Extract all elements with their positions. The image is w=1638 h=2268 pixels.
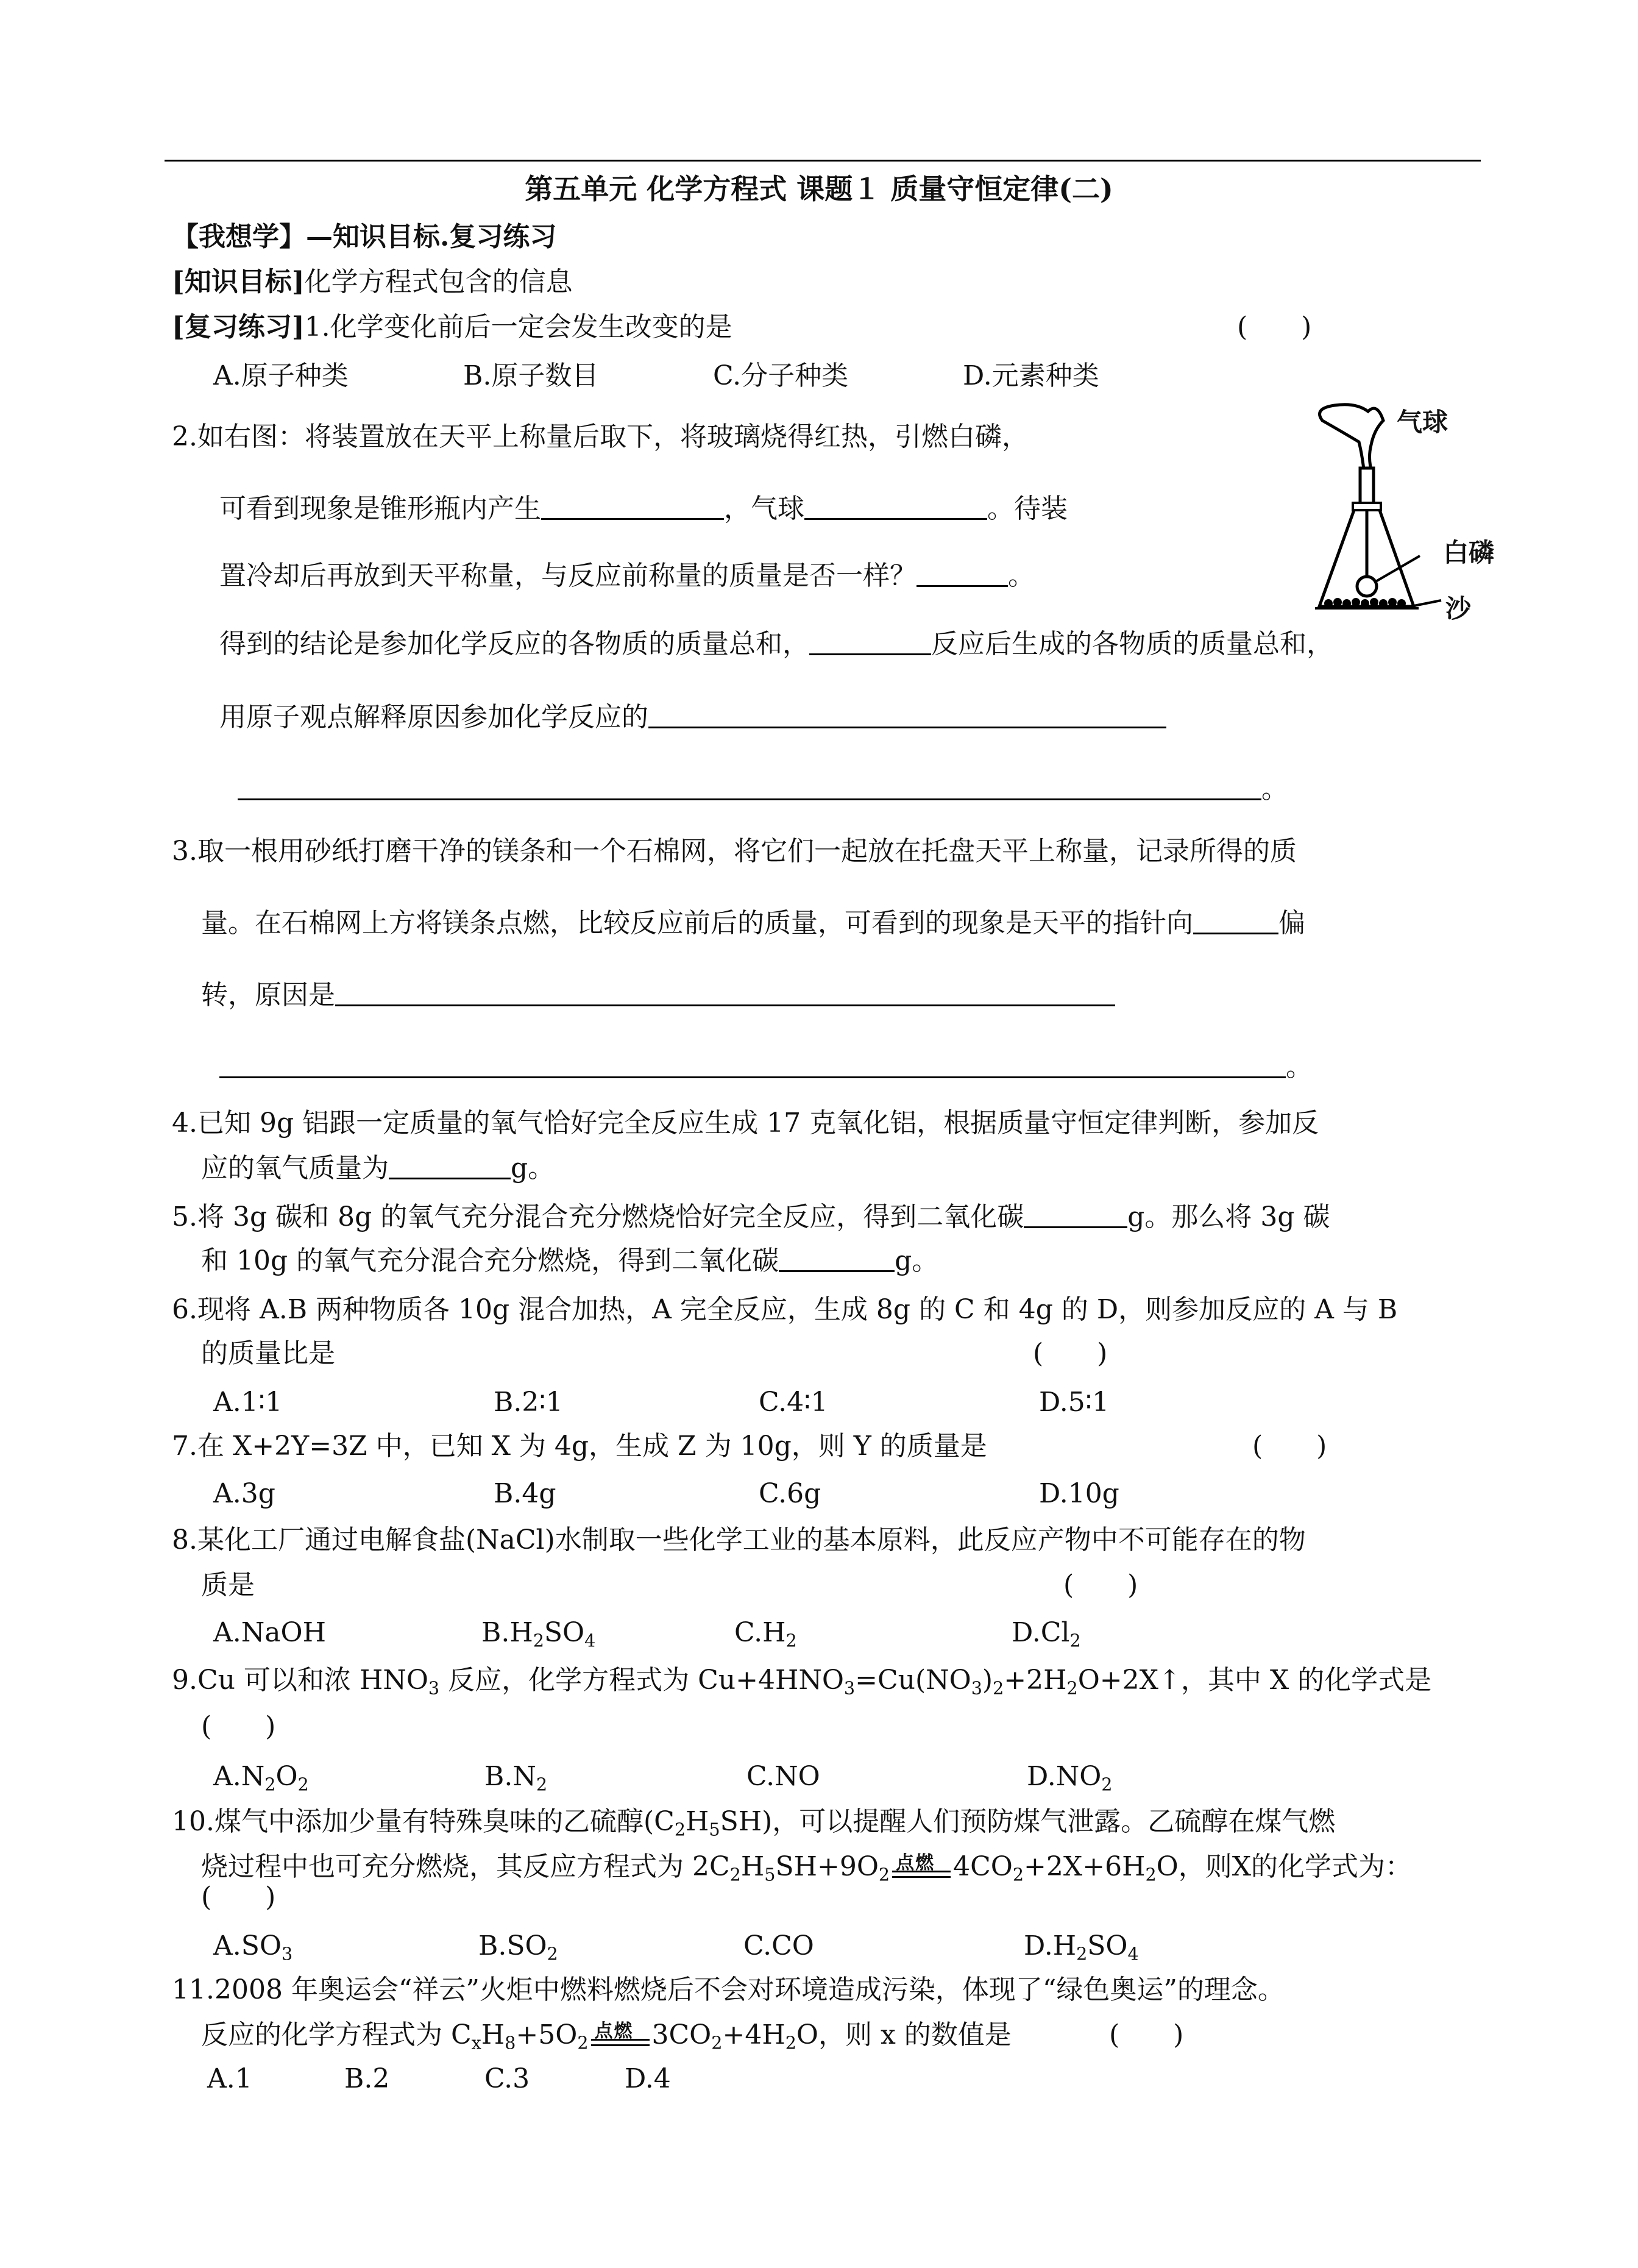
q10-option-a[interactable] [213, 1930, 292, 1963]
question-9-line-1 [172, 1664, 1431, 1697]
q11-s1: x [471, 2032, 481, 2053]
q11-t6: O，则 x 的数值是 [796, 2019, 1012, 2050]
ignite-reaction-sign [890, 1850, 953, 1883]
q3-blank-3[interactable] [219, 1052, 1286, 1078]
top-rule [165, 160, 1481, 162]
q8-c-sub: 2 [785, 1630, 797, 1651]
q9-option-a[interactable] [213, 1760, 309, 1793]
q8-b-text: B.H [481, 1617, 533, 1648]
question-2-line-5 [219, 701, 1166, 734]
question-5-line-1 [172, 1201, 1330, 1234]
q8-d-text: D.Cl [1012, 1617, 1070, 1648]
q4-text-a: 应的氧气质量为 [201, 1153, 389, 1184]
q10-t7: 4CO [953, 1851, 1013, 1882]
q11-t2: H [481, 2019, 505, 2050]
answer-paren-8[interactable]: ( ) [1063, 1569, 1138, 1601]
q10-d-text: D.H [1024, 1930, 1077, 1961]
q10-s1: 2 [674, 1819, 686, 1840]
q11-s2: 8 [505, 2032, 516, 2053]
q2-blank-6[interactable] [238, 774, 1261, 800]
q2-text-g: 反应后生成的各物质的质量总和， [931, 628, 1333, 659]
q9-s1: 3 [428, 1677, 440, 1699]
question-3-line-3 [201, 979, 1115, 1012]
question-6-line-2: 的质量比是 [201, 1338, 335, 1369]
q9-a-text: A.N [213, 1761, 265, 1792]
q9-s4: 2 [993, 1677, 1004, 1699]
q1-option-d[interactable]: D.元素种类 [963, 360, 1099, 391]
answer-paren-11[interactable]: ( ) [1109, 2019, 1184, 2050]
q8-c-text: C.H [734, 1617, 786, 1648]
question-4-line-2 [201, 1152, 555, 1185]
q7-option-a[interactable]: A.3g [213, 1478, 275, 1509]
q4-text-b: g。 [511, 1153, 555, 1184]
q11-option-a[interactable]: A.1 [207, 2063, 252, 2094]
q3-text-a: 量。在石棉网上方将镁条点燃，比较反应前后的质量，可看到的现象是天平的指针向 [201, 908, 1193, 939]
q4-blank[interactable] [389, 1153, 511, 1179]
q9-t2: 反应，化学方程式为 Cu+4HNO [439, 1665, 844, 1696]
q9-option-c[interactable]: C.NO [746, 1761, 820, 1792]
q6-option-d[interactable]: D.5∶1 [1039, 1387, 1110, 1418]
q3-text-b: 偏 [1278, 908, 1305, 939]
q10-t9: O，则X的化学式为： [1156, 1851, 1413, 1882]
q2-text-b: ，气球 [724, 493, 804, 524]
q9-a-sub-1: 2 [264, 1774, 276, 1795]
q10-s7: 2 [1145, 1864, 1157, 1885]
question-3-line-2 [201, 907, 1305, 940]
q10-option-d[interactable] [1024, 1930, 1139, 1963]
knowledge-text: 化学方程式包含的信息 [304, 266, 573, 297]
q10-option-c[interactable]: C.CO [743, 1930, 814, 1961]
q9-t6: O+2X↑，其中 X 的化学式是 [1077, 1665, 1432, 1696]
q2-text-f: 得到的结论是参加化学反应的各物质的质量总和， [219, 628, 809, 659]
q10-t4: 烧过程中也可充分燃烧，其反应方程式为 2C [201, 1851, 730, 1882]
question-3-line-4 [219, 1051, 1313, 1084]
q7-option-c[interactable]: C.6g [759, 1478, 821, 1509]
question-2-line-6 [238, 773, 1288, 806]
q10-s5: 2 [878, 1864, 890, 1885]
q9-a-text-2: O [275, 1761, 298, 1792]
question-5-line-2 [201, 1245, 938, 1278]
q10-d-text-2: SO [1087, 1930, 1128, 1961]
q9-a-sub-2: 2 [297, 1774, 309, 1795]
q9-d-sub: 2 [1101, 1774, 1113, 1795]
q10-a-sub: 3 [281, 1943, 293, 1964]
q8-option-d[interactable] [1012, 1616, 1081, 1649]
q10-t2: H [686, 1806, 709, 1837]
q9-s2: 3 [843, 1677, 856, 1699]
q3-blank-2[interactable] [335, 980, 1115, 1006]
q11-t1: 反应的化学方程式为 C [201, 2019, 472, 2050]
q9-t3: =Cu(NO [855, 1665, 971, 1696]
q2-blank-3[interactable] [916, 561, 1008, 587]
q11-s4: 2 [711, 2032, 723, 2053]
knowledge-goal [172, 266, 573, 299]
q10-option-b[interactable] [478, 1930, 558, 1963]
q10-d-sub-1: 2 [1076, 1943, 1088, 1964]
review-tag: [复习练习] [172, 311, 305, 343]
question-10-line-1 [172, 1805, 1335, 1838]
question-6-line-1: 6.现将 A.B 两种物质各 10g 混合加热，A 完全反应，生成 8g 的 C 和 4g 的 D，则参加反应的 A 与 B [172, 1294, 1398, 1325]
q3-blank-1[interactable] [1193, 908, 1278, 934]
q11-t3: +5O [516, 2019, 578, 2050]
q2-period: 。 [1261, 773, 1288, 805]
q10-d-sub-2: 4 [1127, 1943, 1139, 1964]
q7-option-d[interactable]: D.10g [1039, 1478, 1119, 1509]
q3-text-c: 转，原因是 [201, 979, 335, 1011]
question-11-line-1: 11.2008 年奥运会“祥云”火炬中燃料燃烧后不会对环境造成污染，体现了“绿色奥运”的理念。 [172, 1974, 1285, 2005]
q2-blank-5[interactable] [648, 702, 1166, 728]
q11-s3: 2 [577, 2032, 589, 2053]
q2-blank-4[interactable] [809, 629, 931, 655]
question-2-line-2 [219, 492, 1068, 525]
q6-option-b[interactable]: B.2∶1 [494, 1387, 563, 1418]
q10-b-sub: 2 [547, 1943, 558, 1964]
q10-t1: 10.煤气中添加少量有特殊臭味的乙硫醇(C [172, 1806, 675, 1837]
answer-paren-9[interactable]: ( ) [201, 1711, 276, 1742]
q5-text-a: 5.将 3g 碳和 8g 的氧气充分混合充分燃烧恰好完全反应，得到二氧化碳 [172, 1201, 1024, 1232]
q10-s6: 2 [1012, 1864, 1024, 1885]
q5-blank-1[interactable] [1024, 1202, 1127, 1228]
figure-label-balloon: 气球 [1397, 407, 1448, 437]
question-7-line-1: 7.在 X+2Y=3Z 中，已知 X 为 4g，生成 Z 为 10g，则 Y 的质量是 [172, 1431, 987, 1462]
q8-b-sub: 2 [533, 1630, 544, 1651]
knowledge-tag: [知识目标] [172, 266, 305, 297]
question-10-line-2 [201, 1850, 1412, 1883]
q10-t3: SH)，可以提醒人们预防煤气泄露。乙硫醇在煤气燃 [720, 1806, 1336, 1837]
section-heading: 【我想学】—知识目标.复习练习 [172, 221, 557, 252]
q11-option-b[interactable]: B.2 [344, 2063, 390, 2094]
answer-paren-1[interactable]: ( ) [1237, 311, 1312, 343]
q8-b-sub-2: 4 [584, 1630, 596, 1651]
q9-d-text: D.NO [1027, 1761, 1102, 1792]
q10-s3: 2 [729, 1864, 741, 1885]
question-1 [172, 311, 732, 344]
q8-option-b[interactable] [481, 1616, 595, 1649]
q10-a-text: A.SO [213, 1930, 282, 1961]
ignite-label-2: 点燃 [594, 2021, 634, 2042]
question-2-line-3 [219, 560, 1035, 592]
q2-blank-1[interactable] [541, 494, 724, 520]
page-title: 第五单元 化学方程式 课题１ 质量守恒定律(二) [525, 172, 1113, 205]
q2-text-h: 用原子观点解释原因参加化学反应的 [219, 702, 648, 733]
figure-label-phosphorus: 白磷 [1443, 538, 1495, 567]
q1-option-a[interactable]: A.原子种类 [213, 360, 349, 391]
question-2-line-1: 2.如右图：将装置放在天平上称量后取下，将玻璃烧得红热，引燃白磷， [172, 421, 1029, 452]
q10-s2: 5 [709, 1819, 720, 1840]
question-4-line-1: 4.已知 9g 铝跟一定质量的氧气恰好完全反应生成 17 克氧化铝，根据质量守恒定律判断，参加反 [172, 1107, 1319, 1139]
q1-option-c[interactable]: C.分子种类 [713, 360, 849, 391]
question-8-line-1: 8.某化工厂通过电解食盐(NaCl)水制取一些化学工业的基本原料，此反应产物中不可能存在的物 [172, 1524, 1306, 1555]
q10-t8: +2X+6H [1024, 1851, 1146, 1882]
q9-option-d[interactable] [1027, 1760, 1112, 1793]
q5-text-c: 和 10g 的氧气充分混合充分燃烧，得到二氧化碳 [201, 1245, 779, 1276]
q10-t5: H [740, 1851, 765, 1882]
answer-paren-7[interactable]: ( ) [1252, 1431, 1327, 1462]
q1-option-b[interactable]: B.原子数目 [463, 360, 599, 391]
q7-option-b[interactable]: B.4g [494, 1478, 556, 1509]
question-11-line-2 [201, 2019, 1012, 2052]
q2-text-c: 。待装 [987, 493, 1068, 524]
q8-b-text-2: SO [544, 1617, 585, 1648]
question-8-line-2: 质是 [201, 1569, 255, 1601]
q10-b-text: B.SO [478, 1930, 547, 1961]
q11-t5: +4H [722, 2019, 785, 2050]
q5-blank-2[interactable] [779, 1246, 895, 1272]
q5-text-b: g。那么将 3g 碳 [1127, 1201, 1330, 1232]
q9-s3: 3 [971, 1677, 982, 1699]
ignite-label: 点燃 [896, 1852, 935, 1874]
q9-t5: +2H [1004, 1665, 1067, 1696]
q9-b-sub: 2 [536, 1774, 548, 1795]
q2-text-a: 可看到现象是锥形瓶内产生 [219, 493, 541, 524]
q2-text-d: 置冷却后再放到天平称量，与反应前称量的质量是否一样？ [219, 560, 916, 591]
q10-s4: 5 [764, 1864, 776, 1885]
q10-t6: SH+9O [775, 1851, 879, 1882]
figure-label-sand: 沙 [1445, 594, 1472, 624]
q3-period: 。 [1286, 1051, 1313, 1082]
q8-option-c[interactable] [734, 1616, 797, 1649]
q11-option-d[interactable]: D.4 [625, 2063, 671, 2094]
q9-option-b[interactable] [484, 1760, 547, 1793]
q9-t1: 9.Cu 可以和浓 HNO [172, 1665, 428, 1696]
q9-t4: ) [982, 1665, 993, 1696]
q2-text-e: 。 [1008, 560, 1035, 591]
q11-t4: 3CO [651, 2019, 712, 2050]
ignite-reaction-sign-2 [589, 2019, 652, 2052]
q5-text-d: g。 [895, 1245, 939, 1276]
q9-s5: 2 [1066, 1677, 1078, 1699]
q6-option-a[interactable]: A.1∶1 [213, 1387, 283, 1418]
question-2-line-4 [219, 628, 1333, 661]
q8-option-a[interactable]: A.NaOH [213, 1617, 326, 1648]
q8-d-sub: 2 [1069, 1630, 1081, 1651]
answer-paren-10[interactable]: ( ) [201, 1882, 276, 1913]
question-3-line-1: 3.取一根用砂纸打磨干净的镁条和一个石棉网，将它们一起放在托盘天平上称量，记录所得的质 [172, 836, 1297, 867]
q6-option-c[interactable]: C.4∶1 [759, 1387, 828, 1418]
q11-s5: 2 [785, 2032, 796, 2053]
q11-option-c[interactable]: C.3 [484, 2063, 530, 2094]
question-1-text: 1.化学变化前后一定会发生改变的是 [304, 311, 732, 343]
answer-paren-6[interactable]: ( ) [1033, 1338, 1108, 1369]
q2-blank-2[interactable] [804, 494, 987, 520]
q9-b-text: B.N [484, 1761, 536, 1792]
